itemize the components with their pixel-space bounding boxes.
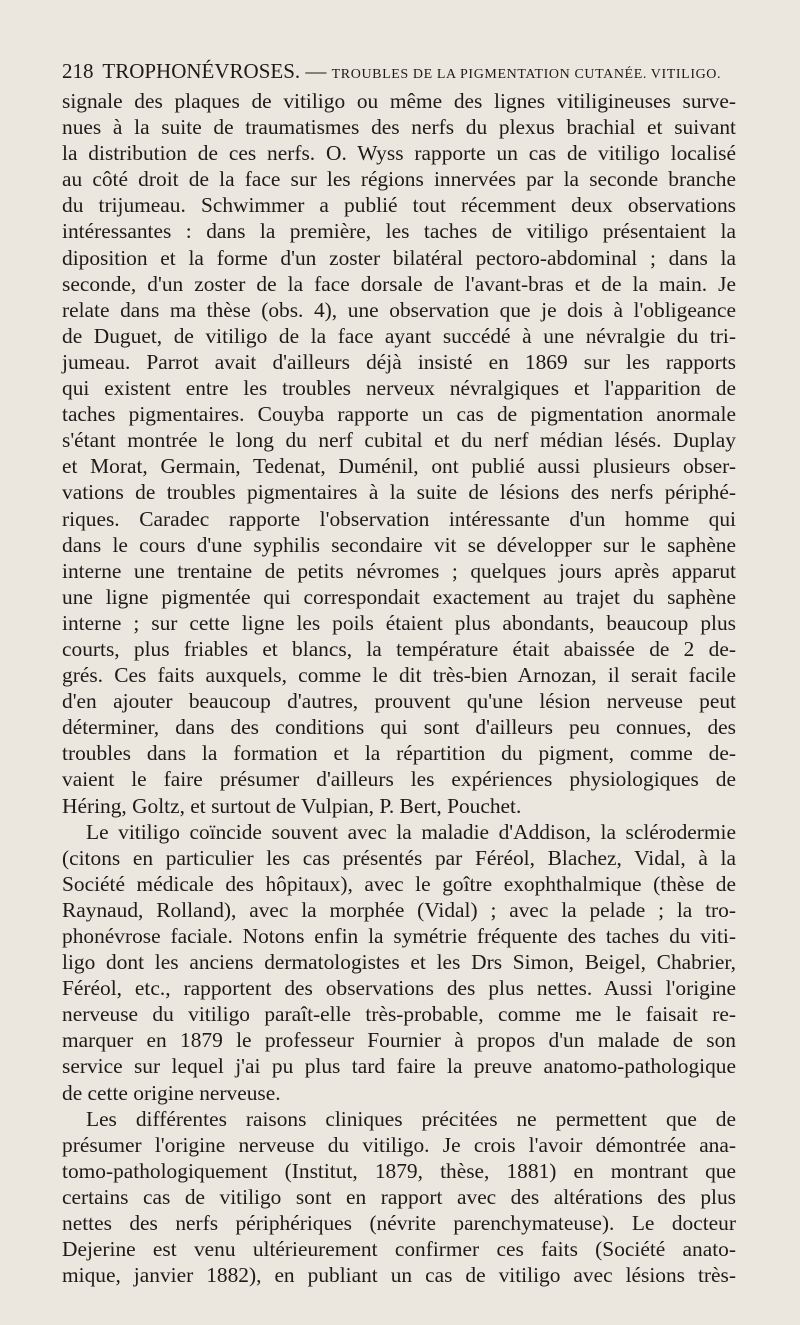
text-line: Féréol, etc., rapportent des observations des plus nettes. Aussi l'origine	[62, 976, 736, 1001]
text-line: mique, janvier 1882), en publiant un cas de vitiligo avec lésions très-	[62, 1263, 736, 1288]
text-line: Raynaud, Rolland), avec la morphée (Vidal) ; avec la pelade ; la tro-	[62, 897, 736, 922]
paragraph	[62, 88, 736, 819]
text-line: déterminer, dans des conditions qui sont d'ailleurs peu connues, des	[62, 715, 736, 740]
text-line: qui existent entre les troubles nerveux névralgiques et l'apparition de	[62, 376, 736, 401]
text-line: taches pigmentaires. Couyba rapporte un cas de pigmentation anormale	[62, 402, 736, 427]
running-title: TROUBLES DE LA PIGMENTATION CUTANÉE. VITILIGO.	[331, 67, 722, 82]
text-line: intéressantes : dans la première, les taches de vitiligo présentaient la	[62, 219, 736, 244]
text-line: Héring, Goltz, et surtout de Vulpian, P. Bert, Pouchet.	[62, 793, 522, 818]
text-line: courts, plus friables et blancs, la température était abaissée de 2 de-	[62, 636, 736, 661]
text-line: certains cas de vitiligo sont en rapport avec des altérations des plus	[62, 1184, 736, 1209]
body-text	[62, 88, 736, 1288]
text-line: nettes des nerfs périphériques (névrite parenchymateuse). Le docteur	[62, 1211, 736, 1236]
text-line: s'étant montrée le long du nerf cubital et du nerf médian lésés. Duplay	[62, 428, 736, 453]
text-line: marquer en 1879 le professeur Fournier à propos d'un malade de son	[62, 1028, 736, 1053]
text-line: la distribution de ces nerfs. O. Wyss rapporte un cas de vitiligo localisé	[62, 141, 736, 166]
text-line: interne ; sur cette ligne les poils étaient plus abondants, beaucoup plus	[62, 610, 736, 635]
text-line: troubles dans la formation et la répartition du pigment, comme de-	[62, 741, 736, 766]
text-line: dans le cours d'une syphilis secondaire vit se développer sur le saphène	[62, 532, 736, 557]
page-number: 218	[62, 59, 94, 83]
text-line: service sur lequel j'ai pu plus tard faire la preuve anatomo-pathologique	[62, 1054, 736, 1079]
paragraph	[62, 819, 736, 1106]
text-line: (citons en particulier les cas présentés par Féréol, Blachez, Vidal, à la	[62, 845, 736, 870]
page-header	[62, 58, 742, 88]
text-line: riques. Caradec rapporte l'observation intéressante d'un homme qui	[62, 506, 736, 531]
text-line: du trijumeau. Schwimmer a publié tout récemment deux observations	[62, 193, 736, 218]
text-line: nues à la suite de traumatismes des nerfs du plexus brachial et suivant	[62, 115, 736, 140]
text-line: Société médicale des hôpitaux), avec le goître exophthalmique (thèse de	[62, 871, 736, 896]
text-line: phonévrose faciale. Notons enfin la symétrie fréquente des taches du viti-	[62, 924, 736, 948]
text-line: tomo-pathologiquement (Institut, 1879, thèse, 1881) en montrant que	[62, 1158, 736, 1183]
text-line: de Duguet, de vitiligo de la face ayant succédé à une névralgie du tri-	[62, 323, 736, 348]
text-line: interne une trentaine de petits névromes ; quelques jours après apparut	[62, 558, 736, 583]
text-line: d'en ajouter beaucoup d'autres, prouvent qu'une lésion nerveuse peut	[62, 689, 736, 714]
paragraph	[62, 1106, 736, 1289]
text-line: jumeau. Parrot avait d'ailleurs déjà insisté en 1869 sur les rapports	[62, 349, 736, 374]
text-line: vaient le faire présumer d'ailleurs les expériences physiologiques de	[62, 767, 736, 792]
text-line: de cette origine nerveuse.	[62, 1080, 281, 1105]
text-line: signale des plaques de vitiligo ou même des lignes vitiligineuses surve-	[62, 89, 736, 113]
text-line: seconde, d'un zoster de la face dorsale de l'avant-bras et de la main. Je	[62, 271, 736, 296]
text-line: Le vitiligo coïncide souvent avec la maladie d'Addison, la sclérodermie	[86, 819, 736, 844]
text-line: nerveuse du vitiligo paraît-elle très-probable, comme me le faisait re-	[62, 1002, 736, 1027]
text-line: une ligne pigmentée qui correspondait exactement au trajet du saphène	[62, 584, 736, 609]
text-line: diposition et la forme d'un zoster bilatéral pectoro-abdominal ; dans la	[62, 245, 736, 270]
text-line: Les différentes raisons cliniques précitées ne permettent que de	[86, 1106, 736, 1131]
text-line: présumer l'origine nerveuse du vitiligo. Je crois l'avoir démontrée ana-	[62, 1132, 736, 1157]
text-line: au côté droit de la face sur les régions innervées par la seconde branche	[62, 167, 736, 192]
text-line: ligo dont les anciens dermatologistes et les Drs Simon, Beigel, Chabrier,	[62, 950, 736, 975]
header-dash: —	[305, 59, 327, 83]
text-line: grés. Ces faits auxquels, comme le dit très-bien Arnozan, il serait facile	[62, 663, 736, 688]
text-line: vations de troubles pigmentaires à la suite de lésions des nerfs périphé-	[62, 480, 736, 505]
text-line: Dejerine est venu ultérieurement confirmer ces faits (Société anato-	[62, 1237, 736, 1262]
header-title: TROPHONÉVROSES.	[102, 59, 301, 83]
text-line: relate dans ma thèse (obs. 4), une observation que je dois à l'obligeance	[62, 297, 736, 322]
text-line: et Morat, Germain, Tedenat, Duménil, ont publié aussi plusieurs obser-	[62, 454, 736, 479]
